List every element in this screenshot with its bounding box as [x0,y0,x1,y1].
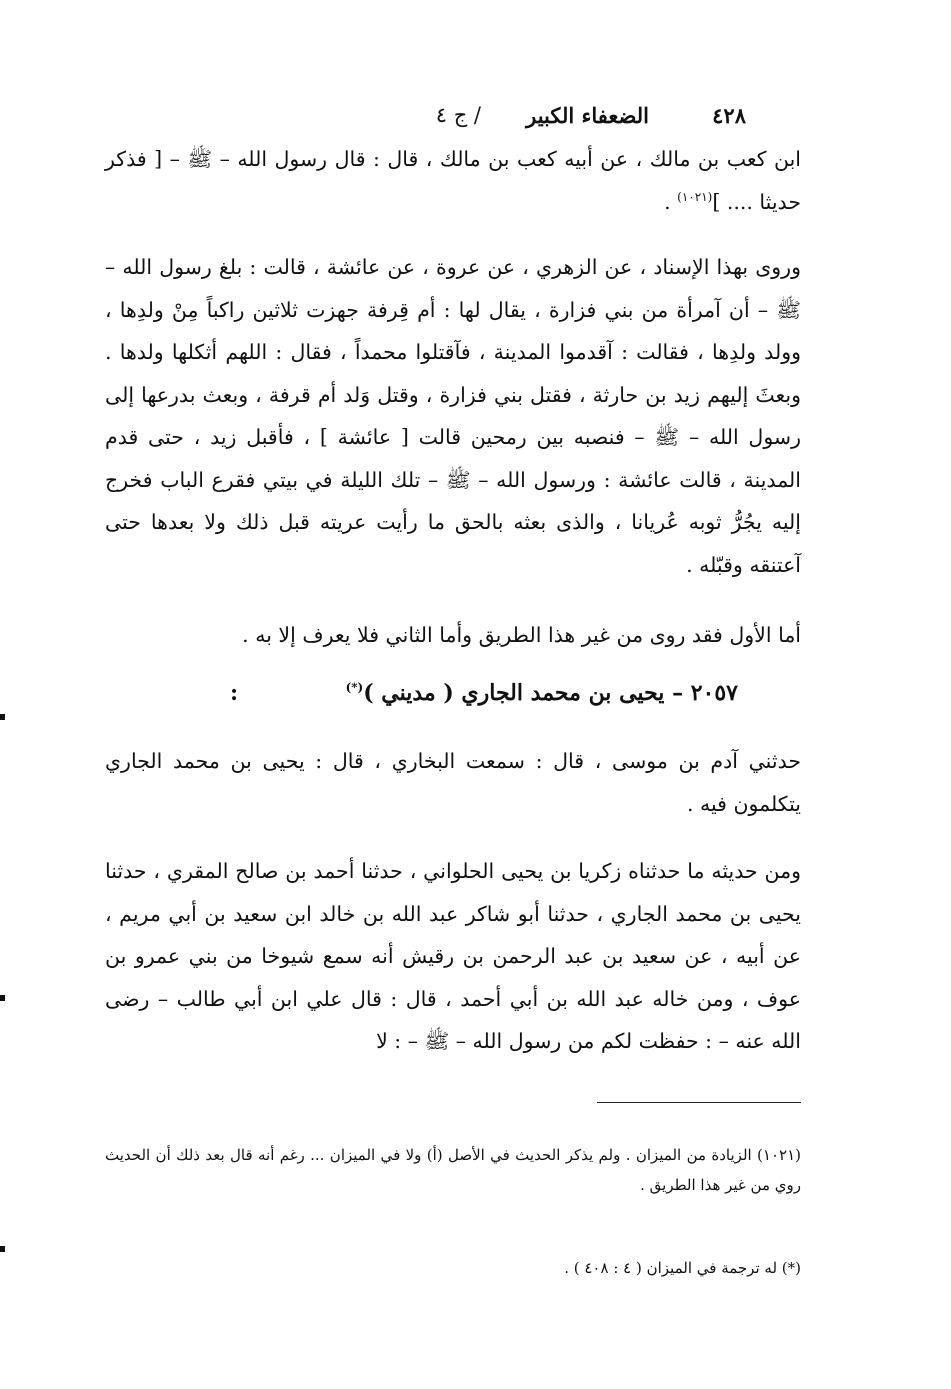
scan-edge-mark [0,995,5,1001]
paragraph-4: حدثني آدم بن موسى ، قال : سمعت البخاري ، قال : يحيى بن محمد الجاري يتكلمون فيه . [105,749,801,816]
book-title: الضعفاء الكبير [526,103,649,128]
paragraph-1-tail: . [664,189,678,214]
paragraph-2: وروى بهذا الإسناد ، عن الزهري ، عن عروة ، عن عائشة ، قالت : بلغ رسول الله – ﷺ – أن آمرأة من بني فزارة ، يقال لها : أم قِرفة جهزت ثلاثين راكباً مِنْ ولدِها ، وولد ولدِها ، فقالت : آقدموا المدينة ، فآقتلوا محمداً ، فقال : اللهم أثكلها ولدها . وبعثَ إليهم زيد بن حارثة ، فقتل بني فزارة ، وقتل وَلد أم قرفة ، وبعث بدرعها إلى رسول الله – ﷺ – فنصبه بين رمحين قالت [ عائشة ] ، فأقبل زيد ، حتى قدم المدينة ، قالت عائشة : ورسول الله – ﷺ – تلك الليلة في بيتي فقرع الباب فخرج إليه يجُرُّ ثوبه عُريانا ، والذى بعثه بالحق ما رأيت عريته قبل ذلك ولا بعدها حتى آعتنقه وقبّله . [105,255,801,577]
entry-number: ٢٠٥٧ [690,680,738,706]
page-header [370,103,746,139]
entry-colon: : [230,680,239,706]
paragraph-3: أما الأول فقد روى من غير هذا الطريق وأما الثاني فلا يعرف إلا به . [242,623,801,647]
footnote-star: (*) له ترجمة في الميزان ( ٤ : ٤٠٨ ) . [564,1259,801,1277]
page-number: ٤٢٨ [712,103,746,128]
entry-footnote-star: (*) [345,680,364,695]
entry-heading [230,680,738,706]
entry-dash: – [664,680,691,706]
footnote-separator [597,1102,801,1103]
scan-edge-mark [0,1246,5,1252]
entry-name: يحيى بن محمد الجاري ( مديني ) [363,680,665,706]
footnote-ref-1021: (١٠٢١) [677,189,713,204]
paragraph-1 [105,138,801,223]
scan-edge-mark [0,714,5,720]
paragraph-1-text: ابن كعب بن مالك ، عن أبيه كعب بن مالك ، قال : قال رسول الله – ﷺ – [ فذكر حديثا .... ] [105,147,801,214]
volume-label: / ج ٤ [435,103,481,127]
paragraph-5: ومن حديثه ما حدثناه زكريا بن يحيى الحلواني ، حدثنا أحمد بن صالح المقري ، حدثنا يحيى بن محمد الجاري ، حدثنا أبو شاكر عبد الله بن خالد ابن سعيد بن أبي مريم ، عن أبيه ، عن سعيد بن عبد الرحمن بن رقيش أنه سمع شيوخا من بني عمرو بن عوف ، ومن خاله عبد الله بن أبي أحمد ، قال : قال علي ابن أبي طالب – رضى الله عنه – : حفظت لكم من رسول الله – ﷺ – : لا [105,859,801,1053]
footnote-1021: (١٠٢١) الزيادة من الميزان . ولم يذكر الحديث في الأصل (أ) ولا في الميزان ... رغم أنه قال بعد ذلك أن الحديث روي من غير هذا الطريق . [105,1146,801,1194]
